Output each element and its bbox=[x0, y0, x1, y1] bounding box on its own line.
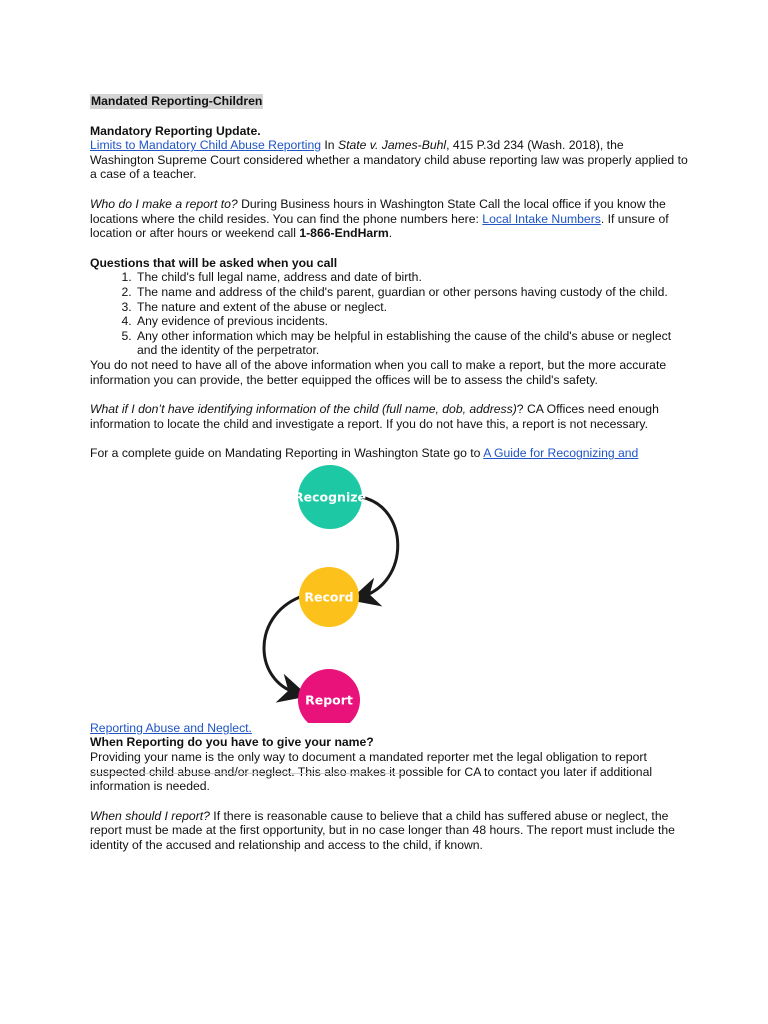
process-diagram bbox=[0, 461, 768, 723]
when-question: When should I report? bbox=[90, 808, 210, 823]
questions-list bbox=[90, 270, 690, 358]
who-question: Who do I make a report to? bbox=[90, 196, 238, 211]
step-report bbox=[298, 669, 360, 723]
name-heading: When Reporting do you have to give your name? bbox=[90, 735, 374, 750]
footnote-divider bbox=[90, 773, 404, 774]
name-paragraph: Providing your name is the only way to document a mandated reporter met the legal obligation to report suspected child abuse and/or neglect. This also makes it possible for CA to contact you later if additional information is needed. bbox=[90, 750, 653, 794]
case-name: State v. James-Buhl bbox=[337, 138, 447, 153]
hotline-number: 1-866-EndHarm bbox=[299, 226, 389, 241]
list-item: 1. The child's full legal name, address and date of birth. bbox=[135, 270, 690, 285]
arrow-record-to-report bbox=[264, 597, 300, 693]
guide-link-continued[interactable]: Reporting Abuse and Neglect. bbox=[90, 720, 252, 735]
who-paragraph: Who do I make a report to? During Business hours in Washington State Call the local office if you know the locations where the child resides. You can find the phone numbers here: Local Intake Numbers. If unsure of location or after hours or weekend call 1-866-EndHarm. bbox=[90, 196, 669, 241]
recognize-label: Recognize bbox=[294, 489, 366, 505]
guide-link[interactable]: A Guide for Recognizing and bbox=[483, 446, 639, 461]
arrow-recognize-to-record bbox=[361, 497, 398, 597]
what-if-question: What if I don’t have identifying information of the child (full name, dob, address) bbox=[90, 402, 517, 417]
questions-heading: Questions that will be asked when you call bbox=[90, 255, 338, 270]
report-label: Report bbox=[305, 692, 353, 708]
questions-note: You do not need to have all of the above information when you call to make a report, but the more accurate information you can provide, the better equipped the offices will be to assess the child's safety. bbox=[90, 357, 667, 387]
what-if-paragraph: What if I don’t have identifying information of the child (full name, dob, address)? CA Offices need enough information to locate the child and investigate a report. If you do not have this, a report is not necessary. bbox=[90, 402, 659, 431]
limits-link[interactable]: Limits to Mandatory Child Abuse Reporting bbox=[90, 138, 322, 153]
document-title: Mandated Reporting-Children bbox=[91, 94, 263, 108]
step-record bbox=[299, 567, 359, 627]
record-label: Record bbox=[304, 589, 354, 605]
update-heading: Mandatory Reporting Update. bbox=[90, 123, 261, 138]
when-paragraph: When should I report? If there is reasonable cause to believe that a child has suffered abuse or neglect, the report must be made at the first opportunity, but in no case longer than 48 hours. The report must include the identity of the accused and relationship and access to the child, if known. bbox=[90, 808, 675, 853]
local-intake-link[interactable]: Local Intake Numbers bbox=[482, 211, 601, 226]
list-item: 5. Any other information which may be helpful in establishing the cause of the child's abuse or neglect and the identity of the perpetrator. bbox=[135, 329, 690, 358]
process-diagram-svg bbox=[0, 461, 768, 723]
list-item: 4. Any evidence of previous incidents. bbox=[135, 314, 690, 329]
step-recognize bbox=[294, 465, 366, 529]
list-item: 2. The name and address of the child's parent, guardian or other persons having custody of the child. bbox=[135, 285, 690, 300]
document-body bbox=[90, 94, 690, 853]
list-item: 3. The nature and extent of the abuse or neglect. bbox=[135, 300, 690, 315]
update-paragraph: Limits to Mandatory Child Abuse Reporting In State v. James-Buhl, 415 P.3d 234 (Wash. 2018), the Washington Supreme Court considered whether a mandatory child abuse reporting law was properly applied to a case of a teacher. bbox=[90, 138, 688, 182]
guide-paragraph: For a complete guide on Mandating Reporting in Washington State go to A Guide for Recognizing and bbox=[90, 446, 639, 461]
